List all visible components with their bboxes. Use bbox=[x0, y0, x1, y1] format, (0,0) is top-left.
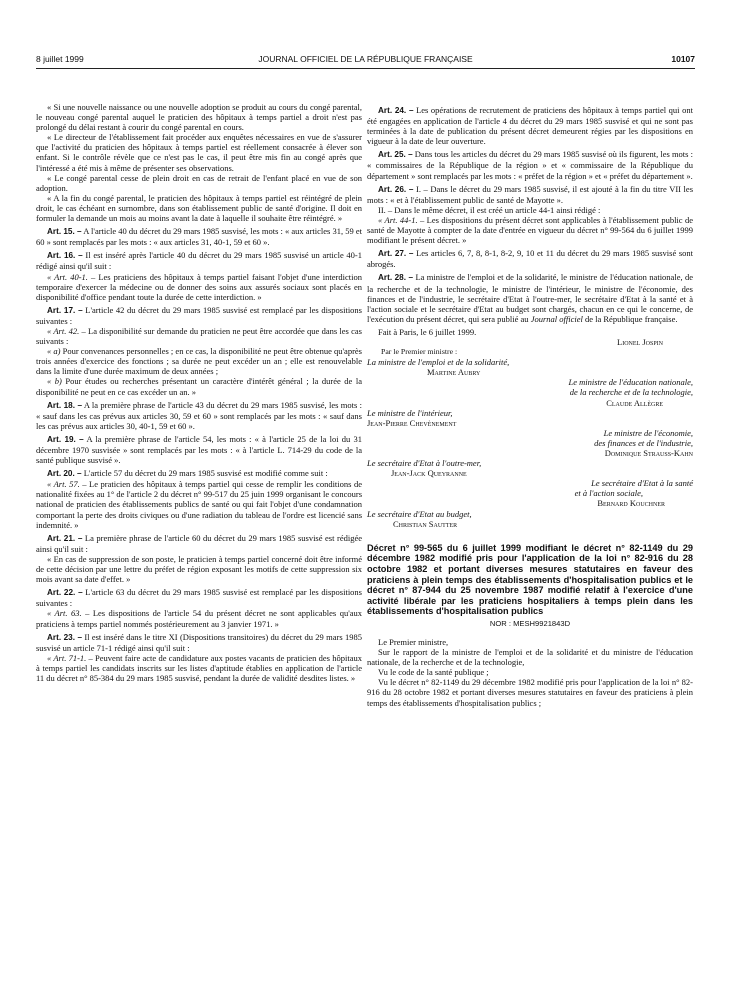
article-number: Art. 26. – bbox=[378, 184, 414, 194]
article-number: Art. 23. – bbox=[47, 632, 82, 642]
paragraph-text: II. – Dans le même décret, il est créé un article 44-1 ainsi rédigé : bbox=[378, 204, 601, 215]
paragraph-text: – Les praticiens des hôpitaux à temps partiel faisant l'objet d'une interdiction temporaire d'exercer la médecine ou de donner des soins aux assurés sociaux sont placés en disponibilité d'office pendant toute la durée de cette interdiction. » bbox=[36, 271, 362, 302]
decree-paragraph: Vu le code de la santé publique ; bbox=[378, 667, 489, 678]
page-header bbox=[36, 54, 695, 69]
signature-pm: Lionel Jospin bbox=[617, 336, 663, 347]
paragraph bbox=[36, 326, 362, 346]
paragraph-text: Pour convenances personnelles ; en ce cas, la disponibilité ne peut être obtenue qu'après trois années d'exercice des fonctions ; sa durée ne peut excéder un an ; elle est renouvelable dans la limite d'une durée maximum de deux années ; bbox=[36, 346, 362, 377]
right-column bbox=[367, 102, 693, 708]
paragraph-text: « En cas de suppression de son poste, le praticien à temps partiel concerné doit être informé de cette décision par une lettre du préfet de région exposant les motifs de cette suppression six mois avant sa date d'effet. » bbox=[36, 553, 362, 585]
paragraph bbox=[36, 434, 362, 465]
paragraph-text: A la première phrase de l'article 43 du décret du 29 mars 1985 susvisé, les mots : « sauf dans les cas prévus aux articles 30, 59 et 60 » sont remplacés par les mots : « sauf dans les cas prévus aux articles 30, 40-1, 59 et 60 ». bbox=[36, 399, 363, 431]
paragraph-text: « Le congé parental cesse de plein droit en cas de retrait de l'enfant placé en vue de son adoption. bbox=[36, 172, 362, 193]
paragraph bbox=[36, 587, 362, 608]
article-ref: « Art. 42. bbox=[47, 325, 80, 336]
paragraph-text: A la première phrase de l'article 54, les mots : « à l'article 25 de la loi du 31 décembre 1970 susvisée » sont remplacés par les mots : « à l'article L. 714-29 du code de la santé publique susvisé ». bbox=[36, 433, 363, 466]
article-ref: « Art. 44-1. bbox=[378, 214, 418, 225]
signature-role: des finances et de l'industrie, bbox=[594, 437, 693, 448]
signature-role: Le secrétaire d'Etat à la santé bbox=[591, 478, 693, 489]
article-number: Art. 22. – bbox=[47, 588, 83, 598]
signature-name: Bernard Kouchner bbox=[597, 498, 665, 509]
paragraph bbox=[36, 479, 362, 529]
signature-pm-label: Par le Premier ministre : bbox=[381, 347, 458, 357]
paragraph-text: L'article 63 du décret du 29 mars 1985 susvisé est remplacé par les dispositions suivantes : bbox=[36, 587, 362, 609]
article-number: Art. 18. – bbox=[47, 400, 83, 410]
article-number: Art. 15. – bbox=[47, 227, 82, 237]
signature-role: Le ministre de l'économie, bbox=[603, 427, 693, 438]
article-number: Art. 25. – bbox=[378, 150, 413, 160]
nor-reference: NOR : MESH9921843D bbox=[489, 618, 571, 628]
article-number: Art. 16. – bbox=[47, 251, 83, 261]
signature-name: Jean-Pierre Chevènement bbox=[367, 417, 457, 428]
page-number: 10107 bbox=[671, 54, 695, 64]
signature-role: Le secrétaire d'Etat à l'outre-mer, bbox=[367, 458, 482, 469]
paragraph bbox=[36, 226, 362, 247]
paragraph bbox=[36, 400, 362, 431]
paragraph-text: – Peuvent faire acte de candidature aux postes vacants de praticien des hôpitaux à temps partiel les candidats inscrits sur les listes d'aptitude établies en application de l'article 11 du décret n° 85-384 du 29 mars 1985 susvisé, pendant la durée de validité desdites listes. » bbox=[36, 652, 362, 683]
decree-paragraph: Le Premier ministre, bbox=[378, 637, 449, 647]
paragraph-text: « Si une nouvelle naissance ou une nouvelle adoption se produit au cours du congé parental, le nouveau congé parental auquel le praticien des hôpitaux à temps partiel a droit n'est pas prolongé du délai restant à courir du congé parental en cours. bbox=[36, 102, 362, 133]
signature-role: Le secrétaire d'Etat au budget, bbox=[367, 508, 472, 519]
article-number: Art. 24. – bbox=[378, 106, 414, 115]
issue-date: 8 juillet 1999 bbox=[36, 54, 84, 64]
paragraph bbox=[367, 215, 693, 245]
article-number: Art. 17. – bbox=[47, 305, 83, 315]
article-ref: « Art. 71-1. bbox=[47, 652, 87, 663]
paragraph-text: – Les dispositions de l'article 54 du présent décret ne sont applicables qu'aux praticiens à temps partiel nommés postérieurement au 3 janvier 1971. » bbox=[36, 608, 362, 629]
paragraph bbox=[36, 272, 362, 302]
signature-role: La ministre de l'emploi et de la solidarité, bbox=[367, 357, 510, 368]
signature-role: de la recherche et de la technologie, bbox=[569, 387, 693, 398]
paragraph bbox=[367, 272, 693, 323]
paragraph bbox=[36, 132, 362, 172]
signature-name: Christian Sautter bbox=[393, 518, 458, 529]
paragraph bbox=[36, 193, 362, 223]
paragraph-text: – La disponibilité sur demande du praticien ne peut être accordée que dans les cas suivants : bbox=[36, 325, 362, 347]
article-ref: « b) bbox=[47, 376, 62, 387]
article-number: Art. 27. – bbox=[378, 249, 414, 259]
paragraph-text: La première phrase de l'article 60 du décret du 29 mars 1985 susvisé est rédigée ainsi qu'il suit : bbox=[36, 532, 363, 554]
paragraph bbox=[367, 149, 693, 180]
paragraph bbox=[367, 205, 693, 215]
article-number: Art. 20. – bbox=[47, 469, 82, 479]
signature-name: Jean-Jack Queyranne bbox=[391, 468, 467, 479]
paragraph-text: La ministre de l'emploi et de la solidarité, le ministre de l'éducation nationale, de la recherche et de la technologie, le ministre de l'intérieur, le ministre de l'économie, des finances et de l'industrie, le secrétaire d'Etat à l'outre-mer, le secrétaire d'Etat à la santé et à l'action sociale et le secrétaire d'Etat au budget sont chargés, chacun en ce qui le concerne, de l'exécution du présent décret, qui sera publié au bbox=[367, 272, 693, 324]
paragraph-text: – Les dispositions du présent décret sont applicables à l'établissement public de santé de Mayotte à compter de la date d'entrée en vigueur du décret n° 99-564 du 6 juillet 1999 modifiant le présent décret. » bbox=[367, 214, 693, 246]
paragraph-text: « A la fin du congé parental, le praticien des hôpitaux à temps partiel est réintégré de plein droit, le cas échéant en surnombre, dans son établissement public de santé d'origine. Il doit en formuler la demande un mois au moins avant la date à laquelle il souhaite être réintégré. » bbox=[36, 192, 362, 224]
paragraph bbox=[36, 554, 362, 584]
left-column bbox=[36, 102, 362, 683]
journal-title: JOURNAL OFFICIEL DE LA RÉPUBLIQUE FRANÇAISE bbox=[258, 54, 473, 64]
signature-name: Martine Aubry bbox=[427, 367, 481, 378]
paragraph-text: Il est inséré après l'article 40 du décret du 29 mars 1985 susvisé un article 40-1 rédigé ainsi qu'il suit : bbox=[36, 250, 362, 272]
paragraph bbox=[36, 250, 362, 271]
paragraph-text: « Le directeur de l'établissement fait procéder aux enquêtes nécessaires en vue de s'assurer que l'activité du praticien des hôpitaux à temps partiel est réellement consacrée à élever son enfant. Si le contrôle révèle que ce n'est pas le cas, il peut être mis fin au congé après que l'intéressé a été mis à même de présenter ses observations. bbox=[36, 132, 362, 173]
signature-name: Claude Allègre bbox=[606, 397, 663, 408]
paragraph-text: Les opérations de recrutement de praticiens des hôpitaux à temps partiel qui ont été engagées en application de l'article 4 du décret du 29 mars 1985 susvisé et qui ne sont pas terminées à la date de publication du présent décret demeurent régies par les dispositions en vigueur à la date de leur ouverture. bbox=[367, 105, 693, 147]
signature-role: et à l'action sociale, bbox=[574, 488, 643, 499]
paragraph-text: I. – Dans le décret du 29 mars 1985 susvisé, il est ajouté à la fin du titre VII les mots : « et à l'établissement public de santé de Mayotte ». bbox=[367, 183, 693, 205]
paragraph-text: A l'article 40 du décret du 29 mars 1985 susvisé, les mots : « aux articles 31, 59 et 60 » sont remplacés par les mots : « aux articles 31, 40-1, 59 et 60 ». bbox=[36, 226, 362, 248]
paragraph bbox=[36, 376, 362, 396]
article-number: Art. 21. – bbox=[47, 533, 83, 543]
paragraph bbox=[36, 173, 362, 193]
paragraph bbox=[36, 346, 362, 376]
article-number: Art. 28. – bbox=[378, 273, 414, 283]
article-ref: « Art. 63. bbox=[47, 608, 82, 619]
decree-title: Décret n° 99-565 du 6 juillet 1999 modifiant le décret n° 82-1149 du 29 décembre 1982 modifié pris pour l'application de la loi n° 82-916 du 28 octobre 1982 et portant diverses mesures statutaires en faveur des praticiens à plein temps des établissements d'hospitalisation publics et le décret n° 87-944 du 25 novembre 1987 modifié relatif à l'exercice d'une activité libérale par les praticiens hospitaliers à temps plein dans les établissements d'hospitalisation publics bbox=[367, 542, 693, 617]
paragraph bbox=[367, 184, 693, 205]
paragraph-text: Les articles 6, 7, 8, 8-1, 8-2, 9, 10 et 11 du décret du 29 mars 1985 susvisé sont abrogés. bbox=[367, 248, 693, 270]
paragraph bbox=[36, 632, 362, 653]
done-at: Fait à Paris, le 6 juillet 1999. bbox=[378, 326, 477, 337]
paragraph bbox=[36, 102, 362, 132]
paragraph bbox=[36, 608, 362, 628]
paragraph-text: Pour études ou recherches présentant un caractère d'intérêt général ; la durée de la disponibilité ne peut en ce cas excéder un an. » bbox=[36, 376, 362, 397]
paragraph bbox=[367, 105, 693, 146]
signature-name: Dominique Strauss-Kahn bbox=[604, 448, 693, 458]
paragraph-text: – Le praticien des hôpitaux à temps partiel qui cesse de remplir les conditions de nationalité fixées au 1° de l'article 2 du décret n° 99-517 du 25 juin 1999 organisant le concours national de praticien des établissements publics de santé ou qui fait l'objet d'une condamnation comportant la perte des droits civiques ou d'une radiation du tableau de l'ordre est licencié sans indemnité. » bbox=[36, 479, 362, 530]
paragraph-text: L'article 57 du décret du 29 mars 1985 susvisé est modifié comme suit : bbox=[81, 468, 328, 479]
signature-role: Le ministre de l'éducation nationale, bbox=[568, 377, 693, 388]
paragraph bbox=[36, 533, 362, 554]
paragraph bbox=[36, 305, 362, 326]
paragraph bbox=[367, 248, 693, 269]
decree-paragraph: Sur le rapport de la ministre de l'emploi et de la solidarité et du ministre de l'éducation nationale, de la recherche et de la technologie, bbox=[367, 647, 693, 668]
decree-paragraph: Vu le décret n° 82-1149 du 29 décembre 1982 modifié pris pour l'application de la loi n° 82-916 du 28 octobre 1982 et portant diverses mesures statutaires en faveur des praticiens à plein temps des établissements d'hospitalisation publics ; bbox=[367, 677, 693, 708]
paragraph-text: de la République française. bbox=[582, 313, 678, 324]
signature-role: Le ministre de l'intérieur, bbox=[367, 407, 453, 418]
right-articles bbox=[367, 105, 693, 324]
article-ref: « Art. 57. bbox=[47, 479, 80, 490]
article-ref: « Art. 40-1. bbox=[47, 271, 88, 282]
journal-ref: Journal officiel bbox=[530, 313, 583, 324]
paragraph bbox=[36, 653, 362, 683]
paragraph-text: L'article 42 du décret du 29 mars 1985 susvisé est remplacé par les dispositions suivantes : bbox=[36, 304, 362, 326]
article-number: Art. 19. – bbox=[47, 434, 84, 444]
article-ref: « a) bbox=[47, 346, 61, 357]
paragraph-text: Il est inséré dans le titre XI (Dispositions transitoires) du décret du 29 mars 1985 susvisé un article 71-1 rédigé ainsi qu'il suit : bbox=[36, 631, 362, 653]
paragraph bbox=[36, 468, 362, 479]
paragraph-text: Dans tous les articles du décret du 29 mars 1985 susvisé où ils figurent, les mots : « commissaires de la République de la région » et « commissaire de la République du département » sont remplacés par les mots : « préfet de la région » et « préfet du département ». bbox=[367, 149, 693, 181]
